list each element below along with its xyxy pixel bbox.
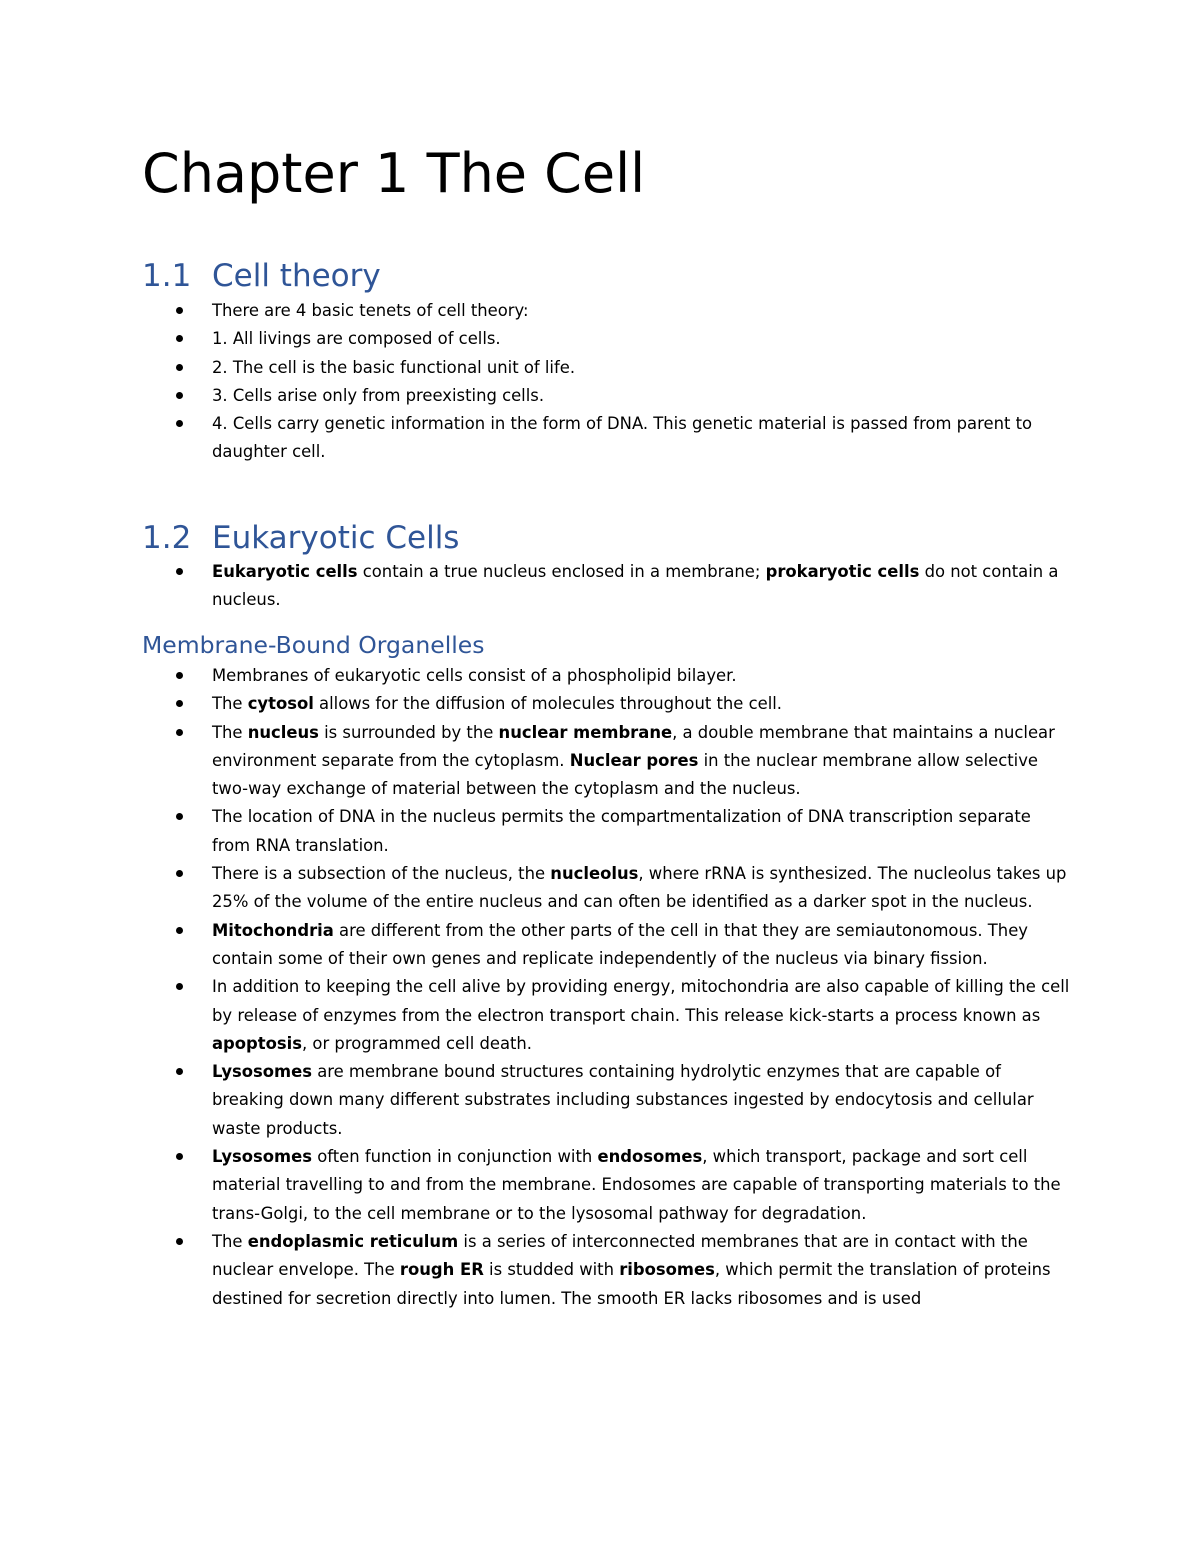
text-run: Membranes of eukaryotic cells consist of a phospholipid bilayer. [212,666,737,685]
bullet-icon [176,927,183,934]
bullet-icon [176,870,183,877]
bullet-icon [176,813,183,820]
bold-term: Eukaryotic cells [212,562,358,581]
list-item [0,662,1072,690]
bold-term: nucleolus [550,864,639,884]
list-item [0,1058,1072,1143]
bold-term: Lysosomes [212,1062,312,1082]
cell-theory-list [0,297,1072,467]
bullet-icon [176,1153,183,1160]
text-run: 1. All livings are composed of cells. [212,329,501,349]
text-run: 2. The cell is the basic functional unit of life. [212,357,576,377]
list-item [0,719,1072,804]
bold-term: nuclear membrane [498,722,673,742]
text-run: The [212,1231,248,1251]
bold-term: ribosomes [619,1260,715,1280]
bold-term: cytosol [247,694,314,714]
text-run: There are 4 basic tenets of cell theory: [212,301,529,320]
list-item-text [212,666,737,685]
list-item [0,410,1072,467]
text-run: , which permit the translation of proteins destined for secretion directly into lumen. The smooth ER lacks ribosomes and is used [212,1260,1051,1308]
list-item-text [212,1147,1061,1223]
text-run: There is a subsection of the nucleus, the [212,864,551,884]
bold-term: apoptosis [212,1033,303,1053]
list-item-text [212,864,1066,911]
list-item-text [212,694,782,713]
chapter-title: Chapter 1 The Cell [142,142,646,205]
section-heading-eukaryotic-cells [142,518,459,558]
text-run: often function in conjunction with [312,1147,598,1167]
text-run: The location of DNA in the nucleus permits the compartmentalization of DNA transcription separate from RNA translation. [212,807,1031,855]
eukaryotic-cells-list [0,558,1072,615]
bullet-icon [176,983,183,990]
list-item [0,1143,1072,1228]
list-item-text [212,386,544,405]
text-run: In addition to keeping the cell alive by providing energy, mitochondria are also capable of killing the cell by release of enzymes from the electron transport chain. This release kick-starts a process known as [212,977,1070,1025]
bullet-icon [176,364,183,371]
list-item-text [212,807,1031,854]
list-item-text [212,414,1032,461]
bold-term: prokaryotic cells [765,562,920,581]
bold-term: Nuclear pores [569,750,699,770]
bullet-icon [176,1068,183,1075]
text-run: do not contain a nucleus. [212,562,1059,610]
bold-term: endosomes [597,1147,703,1167]
list-item [0,803,1072,860]
text-run: , a double membrane that maintains a nuclear environment separate from the cytoplasm. [212,722,1055,770]
list-item-text [212,329,501,348]
text-run: are membrane bound structures containing hydrolytic enzymes that are capable of breaking down many different substrates including substances ingested by endocytosis and cellular waste products. [212,1062,1034,1138]
bullet-icon [176,335,183,342]
list-item-text [212,1232,1051,1308]
bullet-icon [176,420,183,427]
text-run: contain a true nucleus enclosed in a membrane; [357,562,766,581]
bullet-icon [176,307,183,314]
bold-term: nucleus [247,722,319,742]
list-item-text [212,358,575,377]
text-run: The [212,694,248,714]
text-run: in the nuclear membrane allow selective two-way exchange of material between the cytoplasm and the nucleus. [212,750,1038,799]
bullet-icon [176,729,183,736]
bullet-icon [176,568,183,575]
list-item-text [212,977,1069,1053]
list-item [0,917,1072,974]
text-run: is a series of interconnected membranes that are in contact with the nuclear envelope. The [212,1231,1028,1280]
bullet-icon [176,700,183,707]
text-run: is surrounded by the [318,722,499,742]
list-item [0,354,1072,382]
text-run: allows for the diffusion of molecules throughout the cell. [313,694,783,714]
section-heading-cell-theory [142,256,381,296]
list-item [0,558,1072,615]
list-item-text [212,1062,1034,1138]
section-number: 1.2 [142,520,192,556]
bold-term: endoplasmic reticulum [247,1231,459,1251]
text-run: 4. Cells carry genetic information in the form of DNA. This genetic material is passed from parent to daughter cell. [212,414,1033,462]
list-item [0,973,1072,1058]
list-item [0,325,1072,353]
section-number: 1.1 [142,258,192,294]
text-run: are different from the other parts of the cell in that they are semiautonomous. They contain some of their own genes and replicate independently of the nucleus via binary fission. [212,920,1028,968]
bullet-icon [176,392,183,399]
list-item-text [212,301,529,320]
subsection-heading-membrane-bound-organelles: Membrane-Bound Organelles [142,631,485,659]
list-item-text [212,723,1055,799]
text-run: , which transport, package and sort cell material travelling to and from the membrane. Endosomes are capable of transporting materials to the trans-Golgi, to the cell membrane or to the lysosomal pathway for degradation. [212,1147,1061,1223]
text-run: The [212,722,248,742]
text-run: 3. Cells arise only from preexisting cells. [212,385,545,405]
bold-term: rough ER [399,1260,484,1280]
bold-term: Lysosomes [212,1147,312,1167]
text-run: , where rRNA is synthesized. The nucleolus takes up 25% of the volume of the entire nucleus and can often be identified as a darker spot in the nucleus. [212,864,1067,912]
text-run: , or programmed cell death. [302,1033,533,1053]
list-item [0,382,1072,410]
list-item-text [212,562,1058,609]
list-item-text [212,921,1028,968]
organelles-list [0,662,1072,1313]
list-item [0,297,1072,325]
text-run: is studded with [483,1260,620,1280]
list-item [0,1228,1072,1313]
section-title: Eukaryotic Cells [212,520,460,556]
bullet-icon [176,1238,183,1245]
list-item [0,860,1072,917]
section-title: Cell theory [212,258,381,294]
bullet-icon [176,672,183,679]
list-item [0,690,1072,718]
bold-term: Mitochondria [212,920,334,940]
